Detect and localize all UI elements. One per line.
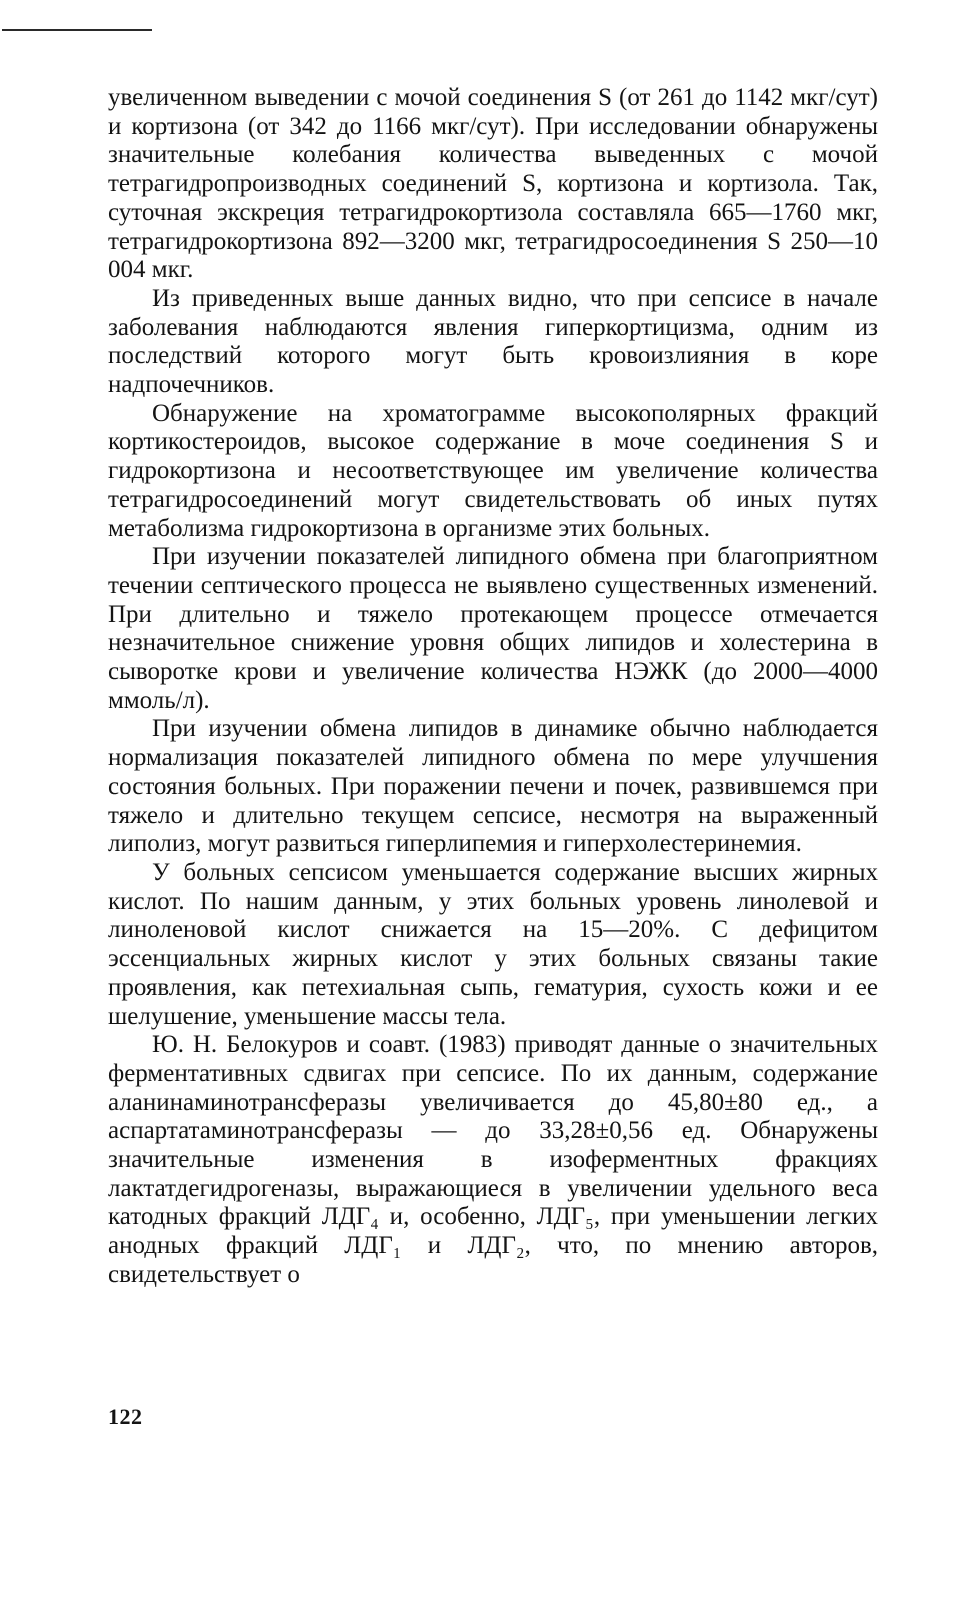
paragraph-2: Из приведенных выше данных видно, что при сепсисе в начале заболевания наблюдаются явления гиперкортицизма, одним из последствий которого могут быть кровоизлияния в коре надпочечников. xyxy=(108,284,878,399)
paragraph-5: При изучении обмена липидов в динамике обычно наблюдается нормализация показателей липидного обмена по мере улучшения состояния больных. При поражении печени и почек, развившемся при тяжело и длительно текущем сепсисе, несмотря на выраженный липолиз, могут развиться гиперлипемия и гиперхолестеринемия. xyxy=(108,715,878,858)
paragraph-3: Обнаружение на хроматограмме высокополярных фракций кортикостероидов, высокое содержание в моче соединения S и гидрокортизона и несоответствующее им увеличение количества тетрагидросоединений могут свидетельствовать об иных путях метаболизма гидрокортизона в организме этих больных. xyxy=(108,399,878,542)
page-number: 122 xyxy=(108,1404,143,1429)
paragraph-1: увеличенном выведении с мочой соединения S (от 261 до 1142 мкг/сут) и кортизона (от 342 до 1166 мкг/сут). При исследовании обнаружены значительные колебания количества выведенных с мочой тетрагидропроизводных соединений S, кортизона и кортизола. Так, суточная экскреция тетрагидрокортизола составляла 665—1760 мкг, тетрагидрокортизона 892—3200 мкг, тетрагидросоединения S 250—10 004 мкг. xyxy=(108,84,878,284)
paragraph-4: При изучении показателей липидного обмена при благоприятном течении септического процесса не выявлено существенных изменений. При длительно и тяжело протекающем процессе отмечается незначительное снижение уровня общих липидов и холестерина в сыворотке крови и увеличение количества НЭЖК (до 2000—4000 ммоль/л). xyxy=(108,543,878,714)
body-text xyxy=(108,84,878,1290)
top-rule xyxy=(2,29,152,31)
paragraph-7: Ю. Н. Белокуров и соавт. (1983) приводят данные о значительных ферментативных сдвигах при сепсисе. По их данным, содержание аланинаминотрансферазы увеличивается до 45,80±80 ед., а аспартатаминотрансферазы — до 33,28±0,56 ед. Обнаружены значительные изменения в изоферментных фракциях лактатдегидрогеназы, выражающиеся в увеличении удельного веса катодных фракций ЛДГ₄ и, особенно, ЛДГ₅, при уменьшении легких анодных фракций ЛДГ₁ и ЛДГ₂, что, по мнению авторов, свидетельствует о xyxy=(108,1031,878,1288)
paragraph-6: У больных сепсисом уменьшается содержание высших жирных кислот. По нашим данным, у этих больных уровень линолевой и линоленовой кислот снижается на 15—20%. С дефицитом эссенциальных жирных кислот у этих больных связаны такие проявления, как петехиальная сыпь, гематурия, сухость кожи и ее шелушение, уменьшение массы тела. xyxy=(108,858,878,1030)
